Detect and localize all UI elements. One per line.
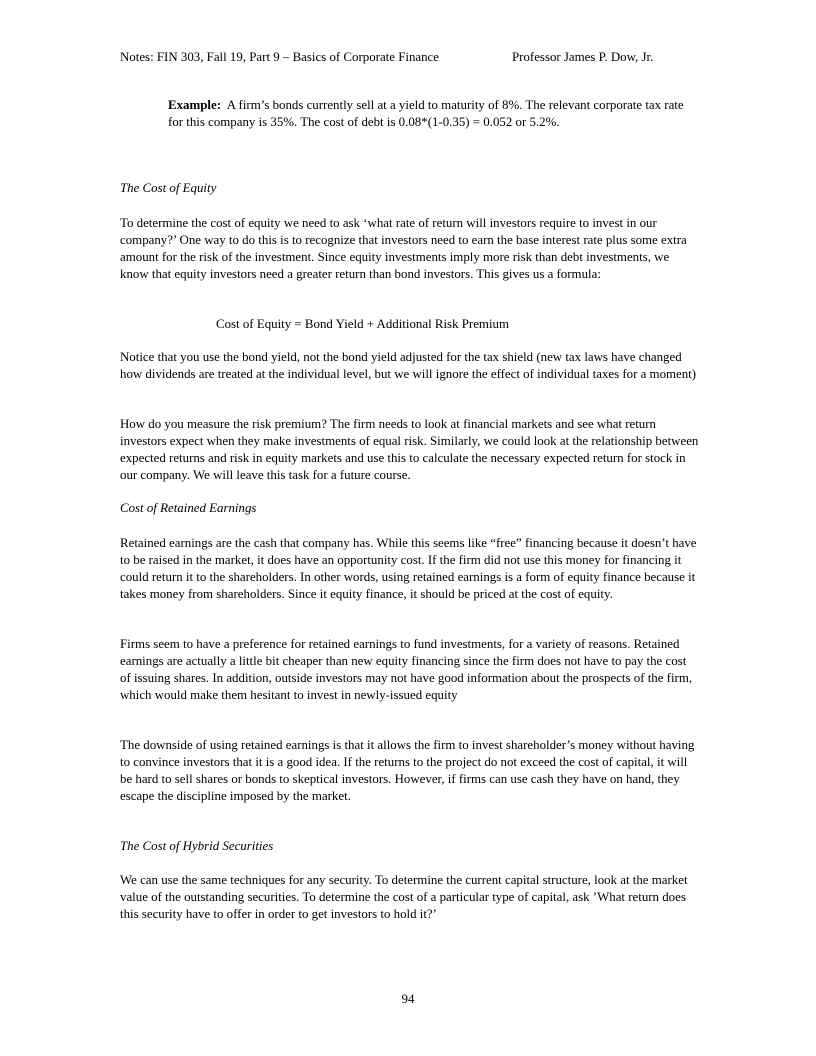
paragraph-hybrid-securities: We can use the same techniques for any security. To determine the current capital structure, look at the market value of the outstanding securities. To determine the cost of a particular type of capital, ask ’What return does this security have to offer in order to get investors to hold it?’ xyxy=(120,873,688,921)
example-label: Example: xyxy=(168,98,221,112)
formula-cost-of-equity: Cost of Equity = Bond Yield + Additional Risk Premium xyxy=(216,317,510,331)
heading-cost-of-equity: The Cost of Equity xyxy=(120,181,217,195)
paragraph-retained-earnings-preference: Firms seem to have a preference for retained earnings to fund investments, for a variety of reasons. Retained earnings are actually a little bit cheaper than new equity financing since the firm does not have to pay the cost of issuing shares. In addition, outside investors may not have good information about the prospects of the firm, which would make them hesitant to invest in newly-issued equity xyxy=(120,637,693,702)
page-number: 94 xyxy=(401,992,415,1006)
paragraph-retained-earnings-definition: Retained earnings are the cash that company has. While this seems like “free” financing because it doesn’t have to be raised in the market, it does have an opportunity cost. If the firm did not use this money for financing it could return it to the shareholders. In other words, using retained earnings is a form of equity finance because it takes money from shareholders. Since it equity finance, it should be priced at the cost of equity. xyxy=(120,536,697,601)
paragraph-bond-yield-note: Notice that you use the bond yield, not the bond yield adjusted for the tax shield (new tax laws have changed how dividends are treated at the individual level, but we will ignore the effect of individual taxes for a moment) xyxy=(120,350,697,381)
paragraph-cost-of-equity-intro: To determine the cost of equity we need to ask ‘what rate of return will investors require to invest in our company?’ One way to do this is to recognize that investors need to earn the base interest rate plus some extra amount for the risk of the investment. Since equity investments imply more risk than debt investments, we know that equity investors need a greater return than bond investors. This gives us a formula: xyxy=(120,216,687,281)
heading-retained-earnings: Cost of Retained Earnings xyxy=(120,501,257,515)
paragraph-retained-earnings-downside: The downside of using retained earnings is that it allows the firm to invest shareholder’s money without having to convince investors that it is a good idea. If the returns to the project do not exceed the cost of capital, it will be hard to sell shares or bonds to skeptical investors. However, if firms can use cash they have on hand, they escape the discipline imposed by the market. xyxy=(120,738,695,803)
header-course-title: Notes: FIN 303, Fall 19, Part 9 – Basics of Corporate Finance xyxy=(120,50,439,64)
header-professor: Professor James P. Dow, Jr. xyxy=(512,50,654,64)
paragraph-risk-premium: How do you measure the risk premium? The firm needs to look at financial markets and see what return investors expect when they make investments of equal risk. Similarly, we could look at the relationship between expected returns and risk in equity markets and use this to calculate the necessary expected return for stock in our company. We will leave this task for a future course. xyxy=(120,417,699,482)
heading-hybrid-securities: The Cost of Hybrid Securities xyxy=(120,839,274,853)
example-text: A firm’s bonds currently sell at a yield to maturity of 8%. The relevant corporate tax rate for this company is 35%. The cost of debt is 0.08*(1-0.35) = 0.052 or 5.2%. xyxy=(168,98,684,129)
example-paragraph xyxy=(168,97,698,131)
